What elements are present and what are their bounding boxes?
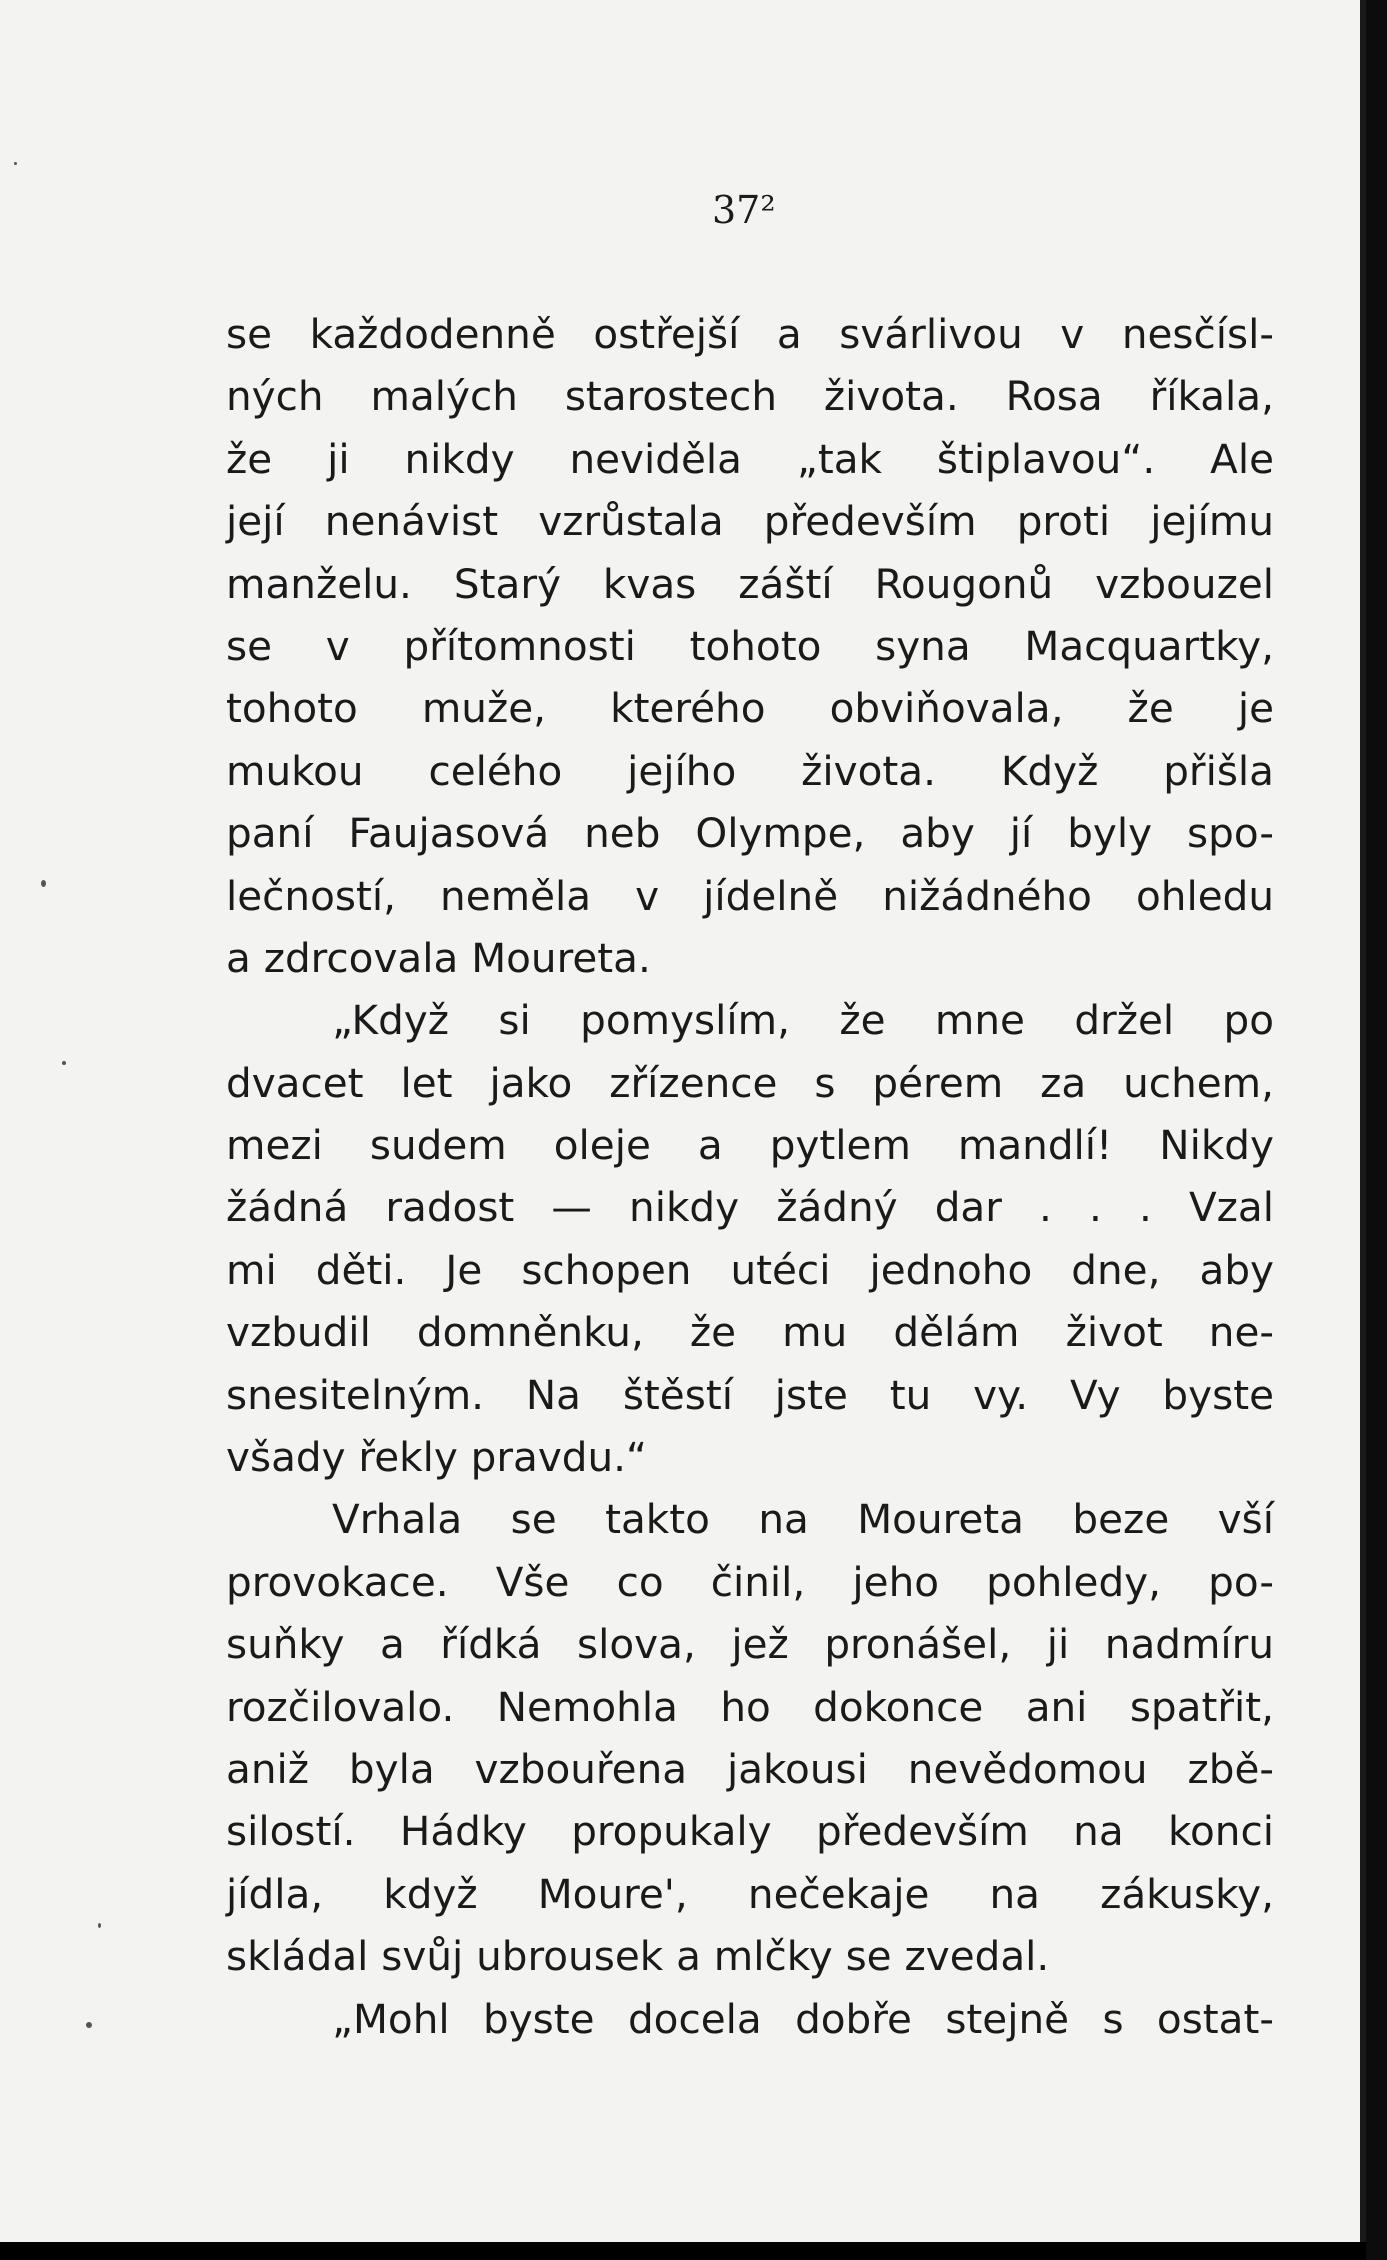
text-line: její nenávist vzrůstala především proti jejímu <box>226 497 1274 546</box>
text-line: vzbudil domněnku, že mu dělám život ne- <box>226 1308 1274 1357</box>
text-line: jídla, když Moure', nečekaje na zákusky, <box>226 1869 1274 1918</box>
text-line: aniž byla vzbouřena jakousi nevědomou zbě- <box>226 1744 1274 1793</box>
text-line: „Mohl byste docela dobře stejně s ostat- <box>332 1994 1274 2043</box>
text-line: suňky a řídká slova, jež pronášel, ji nadmíru <box>226 1620 1274 1669</box>
scan-speck <box>41 880 46 887</box>
scan-speck <box>98 1923 101 1928</box>
text-line: provokace. Vše co činil, jeho pohledy, po- <box>226 1557 1274 1606</box>
text-line: se každodenně ostřejší a svárlivou v nesčísl- <box>226 310 1274 358</box>
page-number: 37² <box>712 188 776 232</box>
text-line: se v přítomnosti tohoto syna Macquartky, <box>226 621 1274 670</box>
scan-speck <box>62 1061 66 1065</box>
text-line: žádná radost — nikdy žádný dar . . . Vzal <box>226 1183 1274 1232</box>
body-text <box>226 303 1274 2050</box>
text-line: mezi sudem oleje a pytlem mandlí! Nikdy <box>226 1121 1274 1170</box>
text-line: mukou celého jejího života. Když přišla <box>226 746 1274 795</box>
text-line: rozčilovalo. Nemohla ho dokonce ani spatřit, <box>226 1682 1274 1731</box>
text-line: ných malých starostech života. Rosa říkala, <box>226 372 1274 421</box>
text-line: tohoto muže, kterého obviňovala, že je <box>226 684 1274 733</box>
text-line: všady řekly pravdu.“ <box>226 1433 648 1482</box>
text-line: že ji nikdy neviděla „tak štiplavou“. Ale <box>226 434 1274 483</box>
text-line: lečností, neměla v jídelně nižádného ohledu <box>226 871 1274 920</box>
scan-edge <box>1366 0 1387 2260</box>
scan-speck <box>14 162 17 165</box>
text-line: silostí. Hádky propukaly především na konci <box>226 1807 1274 1856</box>
text-line: paní Faujasová neb Olympe, aby jí byly spo- <box>226 809 1274 858</box>
text-line: snesitelným. Na štěstí jste tu vy. Vy byste <box>226 1370 1274 1419</box>
scan-speck <box>86 2022 92 2028</box>
text-line: „Když si pomyslím, že mne držel po <box>332 996 1274 1045</box>
text-line: mi děti. Je schopen utéci jednoho dne, aby <box>226 1245 1274 1294</box>
text-line: manželu. Starý kvas záští Rougonů vzbouzel <box>226 559 1274 608</box>
text-line: Vrhala se takto na Moureta beze vší <box>332 1495 1274 1544</box>
text-line: skládal svůj ubrousek a mlčky se zvedal. <box>226 1932 1050 1981</box>
text-line: a zdrcovala Moureta. <box>226 933 651 982</box>
text-line: dvacet let jako zřízence s pérem za uchem, <box>226 1058 1274 1107</box>
